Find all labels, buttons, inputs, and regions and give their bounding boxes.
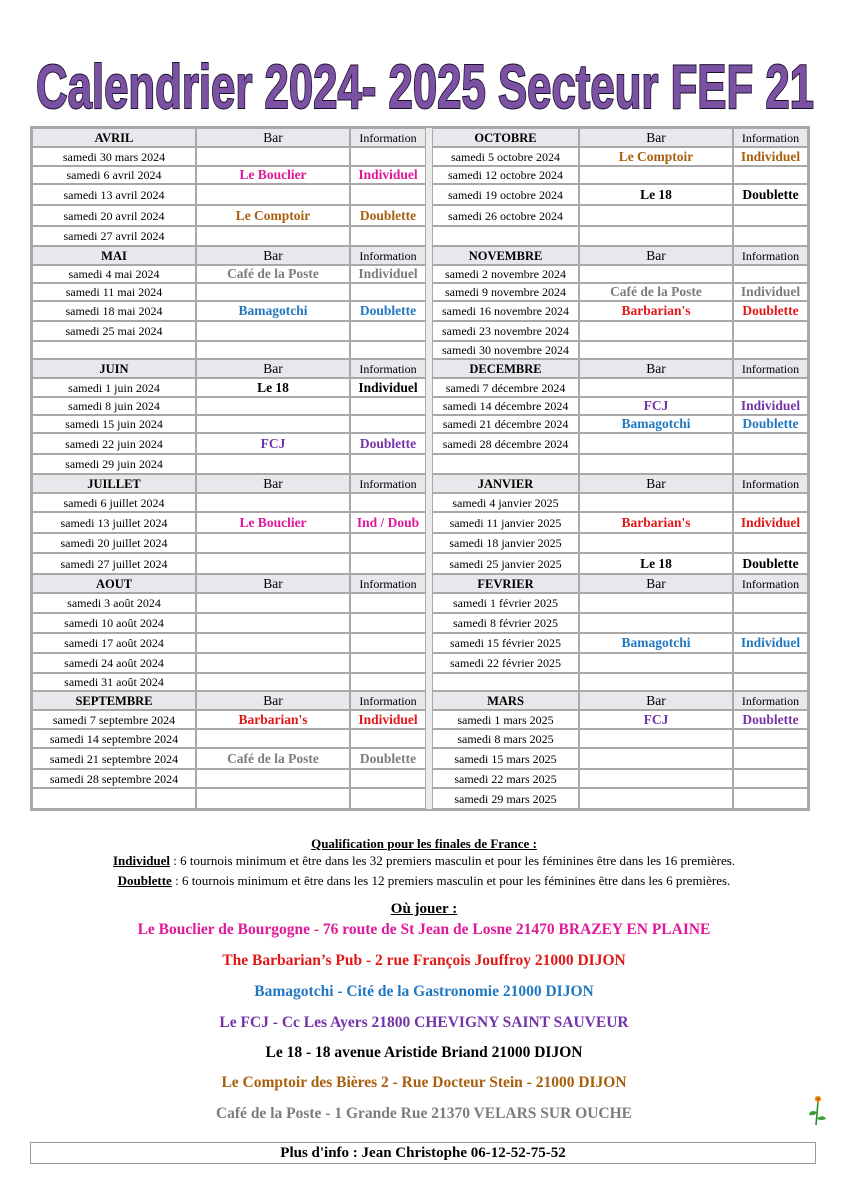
venue-bamagotchi: Bamagotchi - Cité de la Gastronomie 21000 DIJON: [254, 983, 594, 1000]
information-column-header: Information: [733, 246, 808, 265]
information-cell: [733, 378, 808, 397]
date-cell: samedi 2 novembre 2024: [432, 265, 579, 283]
date-cell: samedi 12 octobre 2024: [432, 166, 579, 184]
qualification-doublette-text: : 6 tournois minimum et être dans les 12 premiers masculin et pour les féminines être dans les 6 premières.: [171, 873, 731, 888]
table-row: [32, 553, 808, 574]
venue-bouclier: Le Bouclier de Bourgogne - 76 route de St Jean de Losne 21470 BRAZEY EN PLAINE: [137, 921, 711, 938]
information-cell: [733, 748, 808, 769]
information-cell: [733, 493, 808, 512]
bar-cell: [196, 341, 350, 359]
table-row: [32, 341, 808, 359]
date-cell: [32, 788, 196, 809]
month-label: FEVRIER: [432, 574, 579, 593]
bar-cell: [579, 769, 733, 788]
flower-icon: [806, 1092, 830, 1128]
information-column-header: Information: [350, 574, 426, 593]
date-cell: [432, 226, 579, 246]
table-row: [32, 593, 808, 613]
date-cell: samedi 28 décembre 2024: [432, 433, 579, 454]
information-cell: Individuel: [350, 265, 426, 283]
information-cell: [350, 769, 426, 788]
date-cell: samedi 1 mars 2025: [432, 710, 579, 729]
information-cell: Doublette: [733, 710, 808, 729]
information-cell: Doublette: [733, 184, 808, 205]
information-cell: [733, 533, 808, 553]
month-label: JANVIER: [432, 474, 579, 493]
bar-cell: Barbarian's: [196, 710, 350, 729]
table-row: [32, 147, 808, 166]
information-cell: [350, 321, 426, 341]
table-row: [32, 166, 808, 184]
bar-cell: [579, 593, 733, 613]
month-label: JUILLET: [32, 474, 196, 493]
table-row: [32, 301, 808, 321]
information-cell: Individuel: [733, 147, 808, 166]
date-cell: samedi 16 novembre 2024: [432, 301, 579, 321]
bar-cell: [196, 397, 350, 415]
date-cell: samedi 13 juillet 2024: [32, 512, 196, 533]
information-cell: Individuel: [733, 512, 808, 533]
date-cell: samedi 27 avril 2024: [32, 226, 196, 246]
qualification-title: Qualification pour les finales de France :: [311, 836, 537, 851]
bar-column-header: Bar: [196, 359, 350, 378]
date-cell: samedi 7 décembre 2024: [432, 378, 579, 397]
date-cell: samedi 22 mars 2025: [432, 769, 579, 788]
bar-cell: FCJ: [579, 397, 733, 415]
information-cell: [350, 283, 426, 301]
table-row: [32, 415, 808, 433]
page-title-text: Calendrier 2024- 2025 Secteur FEF 21: [36, 53, 814, 122]
venue-le18: Le 18 - 18 avenue Aristide Briand 21000 DIJON: [265, 1044, 583, 1061]
information-cell: [350, 633, 426, 653]
date-cell: samedi 29 mars 2025: [432, 788, 579, 809]
date-cell: samedi 6 juillet 2024: [32, 493, 196, 512]
date-cell: samedi 1 février 2025: [432, 593, 579, 613]
bar-column-header: Bar: [196, 574, 350, 593]
date-cell: samedi 18 janvier 2025: [432, 533, 579, 553]
table-row: [32, 613, 808, 633]
date-cell: samedi 15 février 2025: [432, 633, 579, 653]
bar-cell: Barbarian's: [579, 301, 733, 321]
bar-column-header: Bar: [196, 474, 350, 493]
information-cell: [733, 341, 808, 359]
date-cell: samedi 6 avril 2024: [32, 166, 196, 184]
bar-cell: [196, 493, 350, 512]
date-cell: samedi 22 juin 2024: [32, 433, 196, 454]
date-cell: samedi 21 septembre 2024: [32, 748, 196, 769]
date-cell: samedi 31 août 2024: [32, 673, 196, 691]
bar-cell: [579, 321, 733, 341]
bar-column-header: Bar: [579, 128, 733, 147]
date-cell: samedi 10 août 2024: [32, 613, 196, 633]
table-row: [32, 184, 808, 205]
bar-column-header: Bar: [196, 128, 350, 147]
date-cell: samedi 15 mars 2025: [432, 748, 579, 769]
table-row: [32, 433, 808, 454]
month-label: DECEMBRE: [432, 359, 579, 378]
table-row: [32, 729, 808, 748]
month-header-row: [32, 246, 808, 265]
bar-column-header: Bar: [196, 691, 350, 710]
information-column-header: Information: [350, 128, 426, 147]
date-cell: samedi 13 avril 2024: [32, 184, 196, 205]
date-cell: samedi 20 avril 2024: [32, 205, 196, 226]
bar-cell: [579, 673, 733, 691]
table-row: [32, 788, 808, 809]
month-label: MAI: [32, 246, 196, 265]
bar-cell: [196, 553, 350, 574]
information-cell: Individuel: [350, 710, 426, 729]
bar-cell: Bamagotchi: [196, 301, 350, 321]
information-cell: Doublette: [350, 301, 426, 321]
information-cell: Doublette: [350, 433, 426, 454]
information-cell: [733, 265, 808, 283]
date-cell: [432, 673, 579, 691]
where-to-play-title: Où jouer :: [390, 901, 458, 917]
qualification-individuel-label: Individuel: [112, 853, 171, 868]
date-cell: samedi 18 mai 2024: [32, 301, 196, 321]
date-cell: samedi 3 août 2024: [32, 593, 196, 613]
information-cell: Individuel: [350, 378, 426, 397]
month-header-row: [32, 359, 808, 378]
bar-cell: Café de la Poste: [196, 748, 350, 769]
information-cell: Individuel: [733, 633, 808, 653]
bar-cell: [196, 415, 350, 433]
page-title: [30, 34, 820, 124]
information-cell: [733, 433, 808, 454]
table-row: [32, 710, 808, 729]
information-cell: Doublette: [350, 205, 426, 226]
table-row: [32, 633, 808, 653]
table-row: [32, 397, 808, 415]
bar-cell: [579, 729, 733, 748]
information-column-header: Information: [350, 474, 426, 493]
bar-cell: [579, 613, 733, 633]
month-label: NOVEMBRE: [432, 246, 579, 265]
information-cell: [733, 321, 808, 341]
bar-column-header: Bar: [579, 359, 733, 378]
bar-cell: [196, 321, 350, 341]
information-cell: Individuel: [733, 283, 808, 301]
date-cell: samedi 8 juin 2024: [32, 397, 196, 415]
month-label: AOUT: [32, 574, 196, 593]
date-cell: samedi 15 juin 2024: [32, 415, 196, 433]
bar-cell: [196, 729, 350, 748]
bar-cell: [579, 265, 733, 283]
date-cell: samedi 7 septembre 2024: [32, 710, 196, 729]
bar-cell: [196, 454, 350, 474]
bar-cell: Café de la Poste: [196, 265, 350, 283]
table-row: [32, 512, 808, 533]
table-row: [32, 226, 808, 246]
bar-cell: Le 18: [196, 378, 350, 397]
information-cell: [350, 653, 426, 673]
bar-cell: [196, 593, 350, 613]
month-header-row: [32, 474, 808, 493]
bar-cell: [579, 533, 733, 553]
date-cell: samedi 9 novembre 2024: [432, 283, 579, 301]
table-row: [32, 493, 808, 512]
information-cell: [733, 205, 808, 226]
information-cell: [350, 613, 426, 633]
information-column-header: Information: [733, 691, 808, 710]
calendar-table: [30, 126, 810, 811]
bar-cell: [196, 788, 350, 809]
table-row: [32, 533, 808, 553]
information-cell: [733, 613, 808, 633]
bar-cell: [196, 613, 350, 633]
qualification-individuel-text: : 6 tournois minimum et être dans les 32 premiers masculin et pour les féminines être dans les 16 premières.: [170, 853, 736, 868]
date-cell: samedi 30 novembre 2024: [432, 341, 579, 359]
date-cell: samedi 11 mai 2024: [32, 283, 196, 301]
date-cell: samedi 1 juin 2024: [32, 378, 196, 397]
table-row: [32, 321, 808, 341]
table-row: [32, 205, 808, 226]
bar-cell: Le 18: [579, 553, 733, 574]
month-label: MARS: [432, 691, 579, 710]
bar-cell: FCJ: [579, 710, 733, 729]
bar-cell: Le Comptoir: [579, 147, 733, 166]
venue-barbarian: The Barbarian’s Pub - 2 rue François Jouffroy 21000 DIJON: [222, 952, 626, 969]
bar-cell: [196, 184, 350, 205]
information-cell: [350, 397, 426, 415]
table-row: [32, 378, 808, 397]
month-header-row: [32, 128, 808, 147]
month-label: JUIN: [32, 359, 196, 378]
information-cell: [350, 533, 426, 553]
information-column-header: Information: [350, 359, 426, 378]
date-cell: [432, 454, 579, 474]
date-cell: samedi 14 décembre 2024: [432, 397, 579, 415]
date-cell: samedi 28 septembre 2024: [32, 769, 196, 788]
bar-cell: [196, 633, 350, 653]
bar-column-header: Bar: [196, 246, 350, 265]
information-cell: Ind / Doub: [350, 512, 426, 533]
month-label: OCTOBRE: [432, 128, 579, 147]
bar-cell: FCJ: [196, 433, 350, 454]
bar-cell: [579, 205, 733, 226]
information-cell: Doublette: [350, 748, 426, 769]
bar-cell: [196, 653, 350, 673]
qualification-doublette: [0, 873, 848, 889]
information-cell: [350, 593, 426, 613]
bar-cell: [579, 493, 733, 512]
information-column-header: Information: [733, 128, 808, 147]
information-column-header: Information: [350, 246, 426, 265]
month-header-row: [32, 574, 808, 593]
bar-cell: [579, 454, 733, 474]
bar-cell: Barbarian's: [579, 512, 733, 533]
bar-cell: [196, 673, 350, 691]
information-cell: [733, 593, 808, 613]
information-cell: [350, 147, 426, 166]
bar-cell: [579, 653, 733, 673]
information-cell: [733, 729, 808, 748]
date-cell: samedi 26 octobre 2024: [432, 205, 579, 226]
date-cell: samedi 21 décembre 2024: [432, 415, 579, 433]
qualification-individuel: [0, 853, 848, 869]
date-cell: samedi 20 juillet 2024: [32, 533, 196, 553]
date-cell: samedi 5 octobre 2024: [432, 147, 579, 166]
date-cell: samedi 24 août 2024: [32, 653, 196, 673]
information-cell: Individuel: [350, 166, 426, 184]
information-cell: [350, 553, 426, 574]
information-cell: Doublette: [733, 553, 808, 574]
information-column-header: Information: [733, 359, 808, 378]
information-cell: [350, 729, 426, 748]
bar-cell: [196, 226, 350, 246]
information-cell: [350, 788, 426, 809]
venue-poste: Café de la Poste - 1 Grande Rue 21370 VELARS SUR OUCHE: [215, 1105, 633, 1122]
information-cell: Doublette: [733, 301, 808, 321]
table-row: [32, 265, 808, 283]
date-cell: samedi 23 novembre 2024: [432, 321, 579, 341]
table-row: [32, 748, 808, 769]
information-cell: [350, 184, 426, 205]
bar-column-header: Bar: [579, 246, 733, 265]
contact-info: Plus d'info : Jean Christophe 06-12-52-75-52: [30, 1142, 816, 1164]
information-column-header: Information: [733, 574, 808, 593]
date-cell: samedi 27 juillet 2024: [32, 553, 196, 574]
date-cell: samedi 25 janvier 2025: [432, 553, 579, 574]
bar-column-header: Bar: [579, 691, 733, 710]
qualification-doublette-label: Doublette: [117, 873, 172, 888]
bar-cell: [579, 166, 733, 184]
bar-cell: [196, 147, 350, 166]
bar-cell: [196, 769, 350, 788]
bar-cell: Le Comptoir: [196, 205, 350, 226]
date-cell: samedi 17 août 2024: [32, 633, 196, 653]
venue-fcj: Le FCJ - Cc Les Ayers 21800 CHEVIGNY SAINT SAUVEUR: [219, 1014, 629, 1031]
bar-column-header: Bar: [579, 474, 733, 493]
date-cell: samedi 4 janvier 2025: [432, 493, 579, 512]
information-cell: [733, 769, 808, 788]
date-cell: [32, 341, 196, 359]
date-cell: samedi 8 février 2025: [432, 613, 579, 633]
information-cell: [733, 166, 808, 184]
information-cell: [733, 653, 808, 673]
date-cell: samedi 29 juin 2024: [32, 454, 196, 474]
bar-cell: Café de la Poste: [579, 283, 733, 301]
information-cell: Doublette: [733, 415, 808, 433]
date-cell: samedi 4 mai 2024: [32, 265, 196, 283]
date-cell: samedi 11 janvier 2025: [432, 512, 579, 533]
information-cell: [350, 226, 426, 246]
table-row: [32, 653, 808, 673]
information-cell: [733, 226, 808, 246]
bar-cell: Bamagotchi: [579, 415, 733, 433]
information-column-header: Information: [350, 691, 426, 710]
bar-cell: [579, 433, 733, 454]
bar-cell: [579, 378, 733, 397]
information-cell: [350, 415, 426, 433]
bar-column-header: Bar: [579, 574, 733, 593]
date-cell: samedi 22 février 2025: [432, 653, 579, 673]
information-cell: [733, 673, 808, 691]
date-cell: samedi 25 mai 2024: [32, 321, 196, 341]
venue-comptoir: Le Comptoir des Bières 2 - Rue Docteur Stein - 21000 DIJON: [221, 1074, 627, 1091]
information-cell: [350, 454, 426, 474]
bar-cell: [579, 226, 733, 246]
month-label: SEPTEMBRE: [32, 691, 196, 710]
month-label: AVRIL: [32, 128, 196, 147]
information-cell: [733, 454, 808, 474]
bar-cell: Le 18: [579, 184, 733, 205]
month-header-row: [32, 691, 808, 710]
date-cell: samedi 14 septembre 2024: [32, 729, 196, 748]
bar-cell: [196, 533, 350, 553]
bar-cell: [579, 788, 733, 809]
table-row: [32, 769, 808, 788]
information-cell: [733, 788, 808, 809]
bar-cell: [579, 748, 733, 769]
information-cell: Individuel: [733, 397, 808, 415]
date-cell: samedi 30 mars 2024: [32, 147, 196, 166]
information-cell: [350, 341, 426, 359]
bar-cell: Le Bouclier: [196, 166, 350, 184]
date-cell: samedi 8 mars 2025: [432, 729, 579, 748]
bar-cell: [196, 283, 350, 301]
table-row: [32, 454, 808, 474]
bar-cell: Le Bouclier: [196, 512, 350, 533]
information-cell: [350, 673, 426, 691]
bar-cell: Bamagotchi: [579, 633, 733, 653]
information-cell: [350, 493, 426, 512]
table-row: [32, 283, 808, 301]
date-cell: samedi 19 octobre 2024: [432, 184, 579, 205]
bar-cell: [579, 341, 733, 359]
table-row: [32, 673, 808, 691]
information-column-header: Information: [733, 474, 808, 493]
